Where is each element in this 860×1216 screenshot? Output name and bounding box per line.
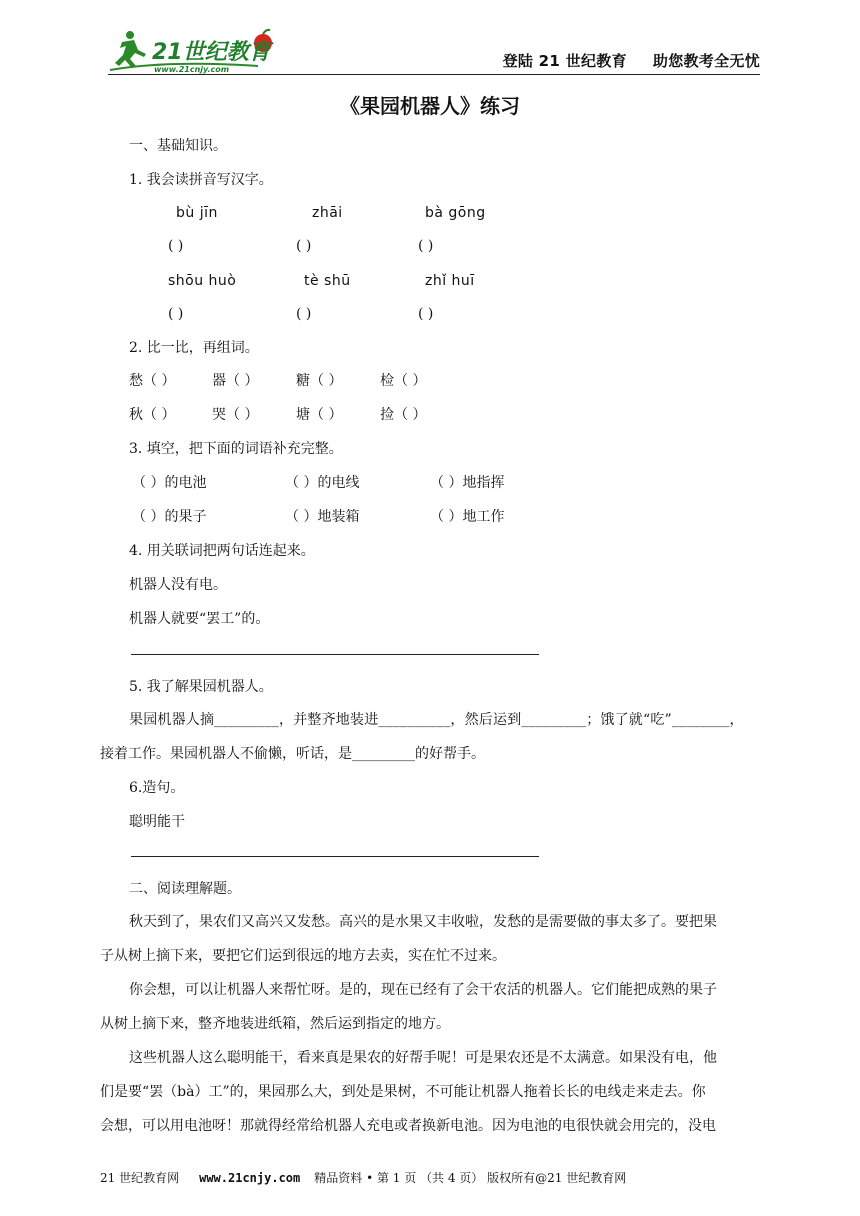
section2-heading: 二、阅读理解题。: [129, 881, 241, 897]
q5-line-2: 接着工作。果园机器人不偷懒，听话，是_________的好帮手。: [100, 746, 485, 762]
reading-paragraph-1: 秋天到了，果农们又高兴又发愁。高兴的是水果又丰收啦，发愁的是需要做的事太多了。要把果: [129, 914, 717, 930]
reading-paragraph-3-cont: 们是要“罢（bà）工”的，果园那么大，到处是果树，不可能让机器人拖着长长的电线走来走去。你: [100, 1084, 706, 1100]
header-slogan-right: 助您教考全无忧: [652, 52, 760, 70]
q4-prompt: 4. 用关联词把两句话连起来。: [129, 543, 315, 559]
answer-blank: ( ): [296, 238, 312, 254]
q1-prompt: 1. 我会读拼音写汉字。: [129, 172, 273, 188]
fill-phrase: （ ）地指挥: [430, 475, 505, 491]
answer-blank: ( ): [296, 306, 312, 322]
page-footer: [100, 1172, 626, 1184]
compare-word: 哭（ ）: [212, 407, 259, 423]
answer-blank: ( ): [168, 238, 184, 254]
compare-word: 捡（ ）: [380, 407, 427, 423]
reading-paragraph-2-cont: 从树上摘下来，整齐地装进纸箱，然后运到指定的地方。: [100, 1016, 450, 1032]
pinyin-4: shōu huò: [168, 273, 237, 289]
answer-line[interactable]: [131, 654, 539, 655]
header-divider: [108, 74, 760, 75]
footer-site-name: 21 世纪教育网: [100, 1171, 180, 1185]
reading-paragraph-3-cont: 会想，可以用电池呀！那就得经常给机器人充电或者换新电池。因为电池的电很快就会用完的，没电: [100, 1118, 716, 1134]
page-title: 《果园机器人》练习: [340, 94, 520, 118]
fill-phrase: （ ）的电线: [285, 475, 360, 491]
answer-blank: ( ): [418, 306, 434, 322]
section1-heading: 一、基础知识。: [129, 138, 227, 154]
reading-paragraph-2: 你会想，可以让机器人来帮忙呀。是的，现在已经有了会干农活的机器人。它们能把成熟的果子: [129, 982, 717, 998]
compare-word: 愁（ ）: [129, 373, 176, 389]
pinyin-3: bà gōng: [425, 205, 486, 221]
site-logo: [108, 26, 286, 76]
logo-url: www.21cnjy.com: [154, 65, 230, 74]
answer-blank: ( ): [168, 306, 184, 322]
logo-text: 21世纪教育: [152, 40, 271, 65]
pinyin-1: bù jīn: [176, 205, 218, 221]
q6-prompt: 6.造句。: [129, 780, 185, 796]
fill-phrase: （ ）地工作: [430, 509, 505, 525]
q5-line-1: 果园机器人摘_________，并整齐地装进__________，然后运到_________；饿了就“吃”________，: [129, 712, 744, 728]
q2-prompt: 2. 比一比，再组词。: [129, 340, 259, 356]
q4-sentence-2: 机器人就要“罢工”的。: [129, 611, 270, 627]
q5-prompt: 5. 我了解果园机器人。: [129, 679, 273, 695]
q3-prompt: 3. 填空，把下面的词语补充完整。: [129, 441, 343, 457]
fill-phrase: （ ）地装箱: [285, 509, 360, 525]
compare-word: 器（ ）: [212, 373, 259, 389]
footer-info: 精品资料 • 第 1 页 （共 4 页） 版权所有@21 世纪教育网: [314, 1171, 627, 1185]
pinyin-2: zhāi: [312, 205, 343, 221]
reading-paragraph-1-cont: 子从树上摘下来，要把它们运到很远的地方去卖，实在忙不过来。: [100, 948, 506, 964]
compare-word: 塘（ ）: [296, 407, 343, 423]
q6-word: 聪明能干: [129, 814, 185, 830]
answer-line[interactable]: [131, 856, 539, 857]
header-slogan: [503, 54, 760, 69]
compare-word: 糖（ ）: [296, 373, 343, 389]
compare-word: 检（ ）: [380, 373, 427, 389]
fill-phrase: （ ）的电池: [132, 475, 207, 491]
fill-phrase: （ ）的果子: [132, 509, 207, 525]
answer-blank: ( ): [418, 238, 434, 254]
footer-url[interactable]: www.21cnjy.com: [199, 1171, 301, 1185]
header-slogan-left: 登陆 21 世纪教育: [502, 52, 627, 70]
compare-word: 秋（ ）: [129, 407, 176, 423]
q4-sentence-1: 机器人没有电。: [129, 577, 227, 593]
pinyin-5: tè shū: [304, 273, 351, 289]
reading-paragraph-3: 这些机器人这么聪明能干，看来真是果农的好帮手呢！可是果农还是不太满意。如果没有电，他: [129, 1050, 717, 1066]
pinyin-6: zhǐ huī: [425, 273, 475, 289]
